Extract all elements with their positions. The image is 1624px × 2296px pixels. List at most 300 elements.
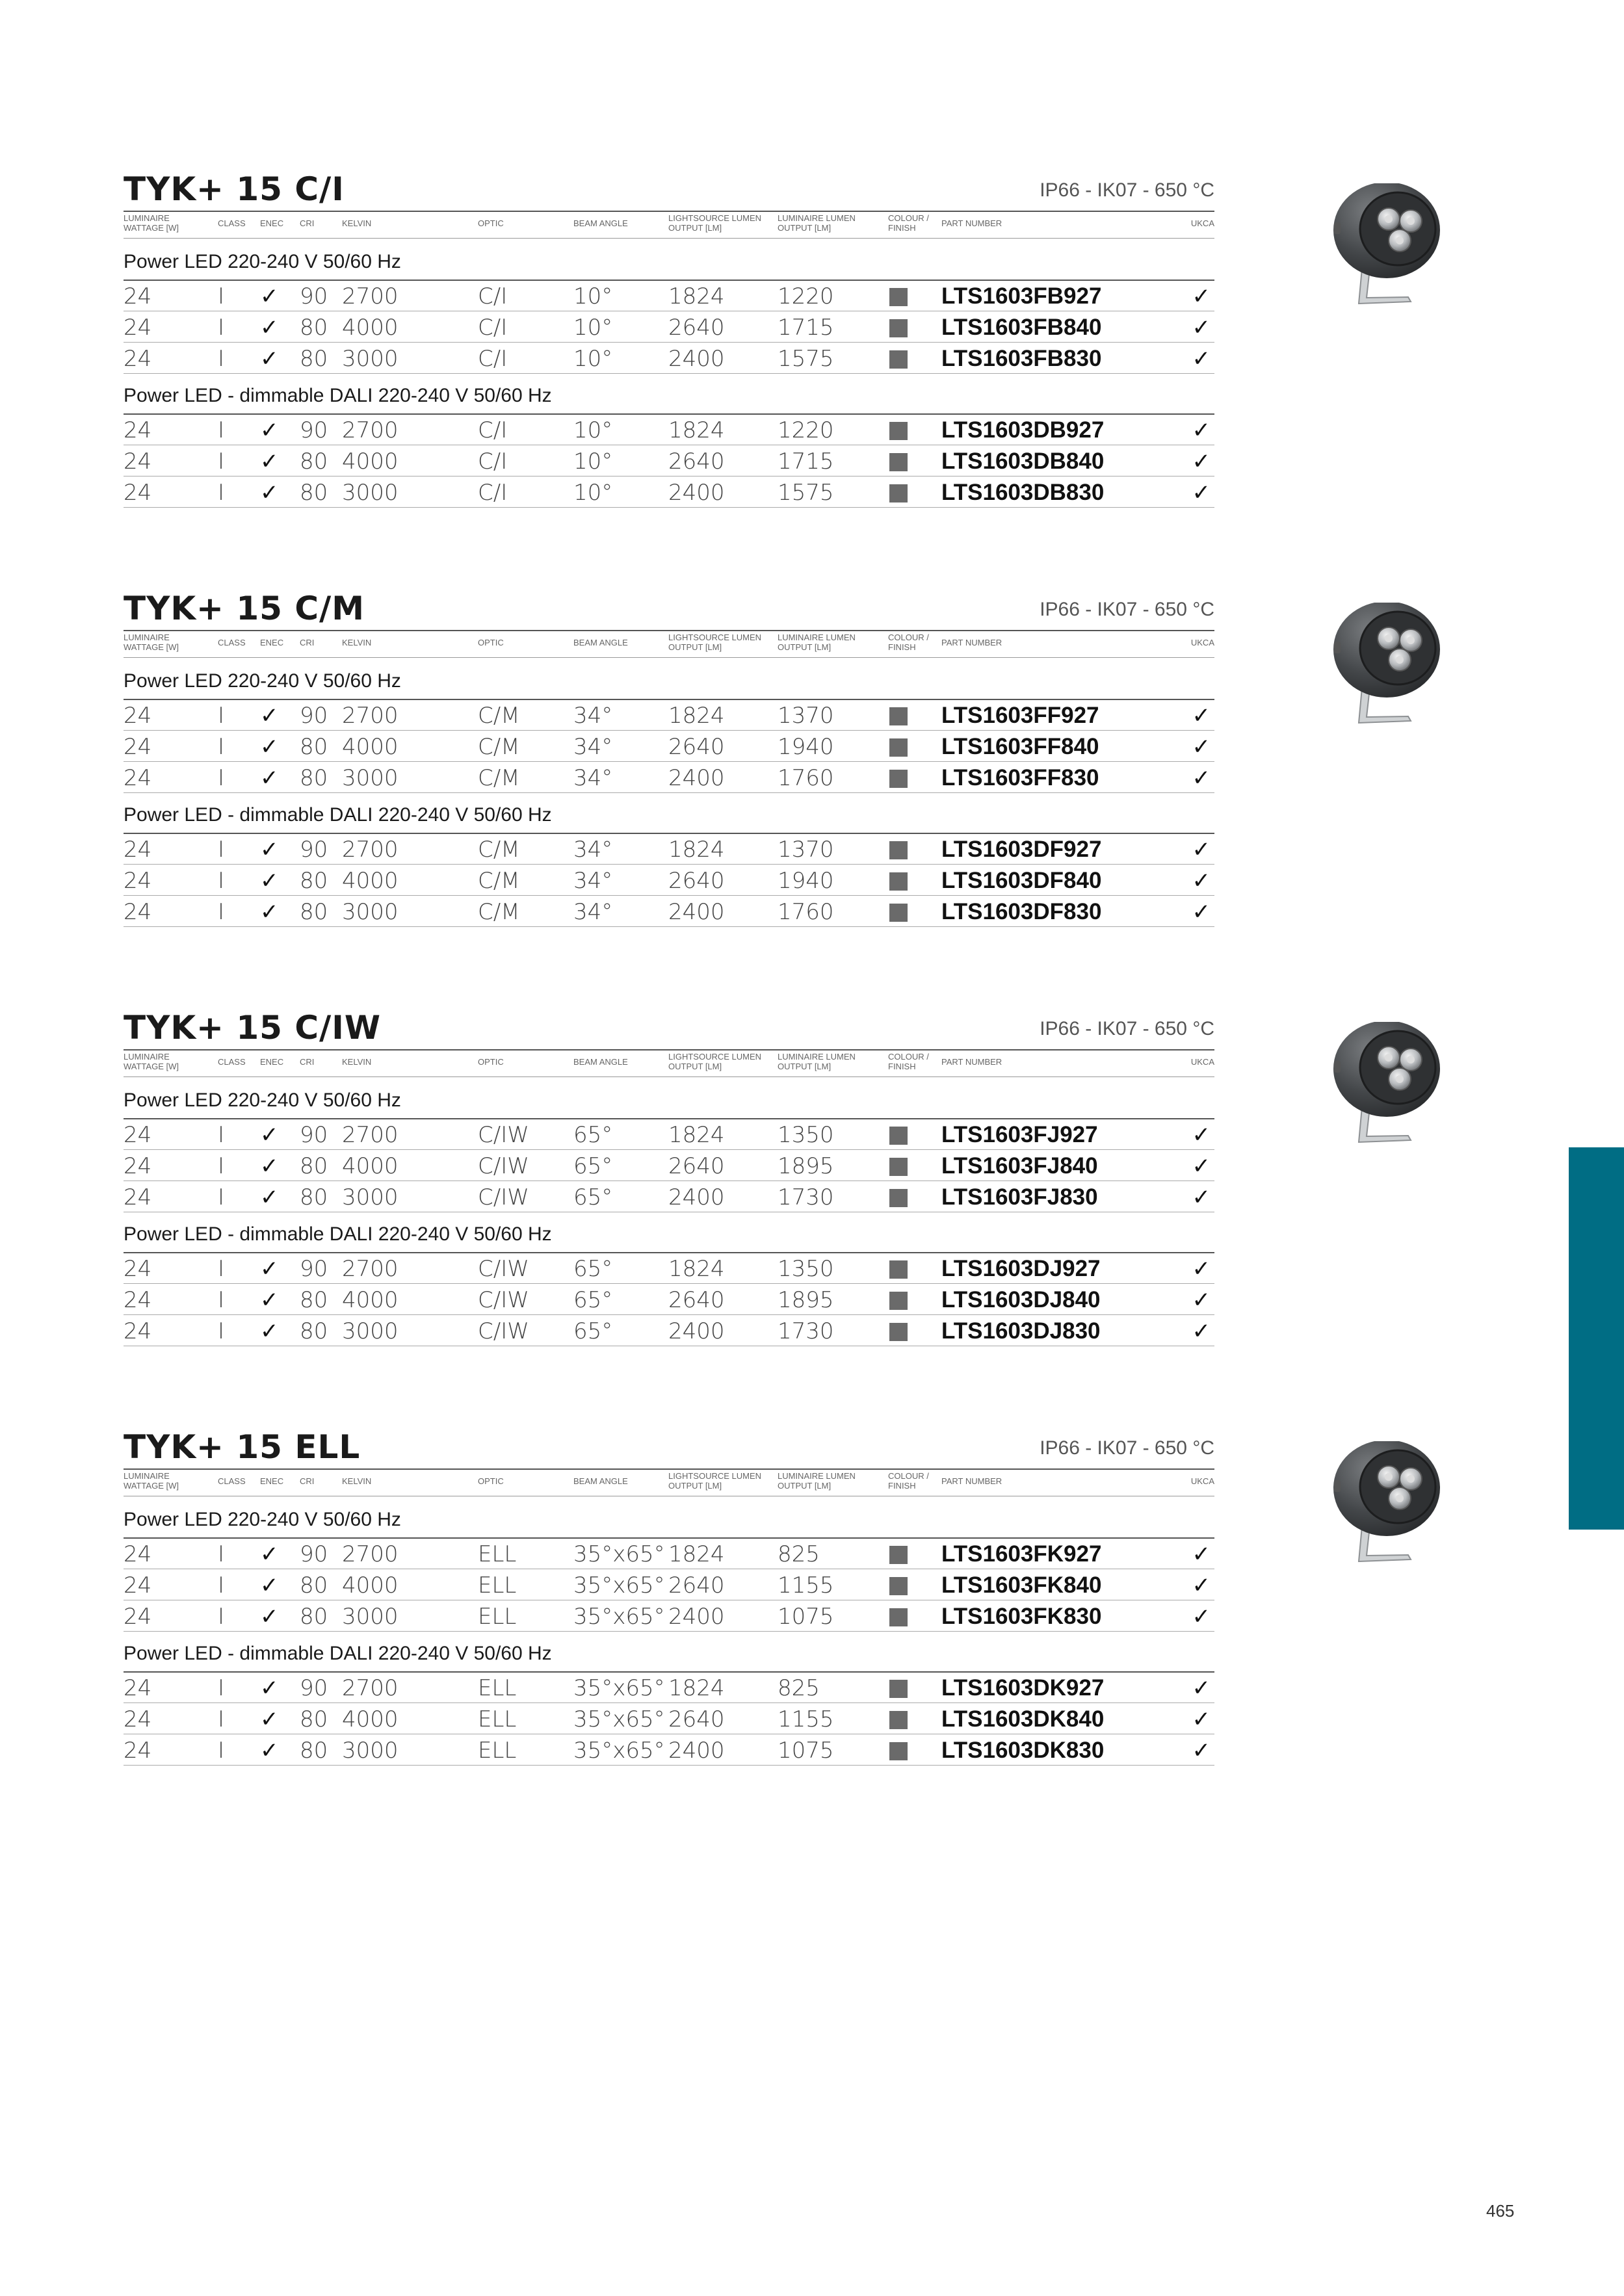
cell-kelvin: 2700 [342, 283, 399, 309]
column-header-wattage [124, 1471, 179, 1491]
column-header-beam [573, 1476, 628, 1486]
table-row [124, 1314, 1214, 1346]
column-header-line: LUMINAIRE [124, 1052, 170, 1062]
cell-part-number: LTS1603DJ840 [941, 1287, 1101, 1312]
column-header-line: CRI [300, 1476, 315, 1486]
cell-class: I [218, 703, 225, 729]
column-header-line: WATTAGE [W] [124, 223, 179, 233]
cell-cri: 80 [300, 1153, 328, 1179]
product-spotlight-image [1325, 183, 1448, 313]
cell-ls-lumen: 1824 [668, 1541, 725, 1567]
column-header-part [941, 218, 1002, 228]
cell-optic: ELL [478, 1675, 517, 1701]
table-row [124, 413, 1214, 445]
cell-lum-lumen: 1715 [778, 315, 834, 341]
column-header-line: UKCA [1190, 218, 1214, 228]
cell-cri: 80 [300, 1184, 328, 1210]
cell-class: I [218, 1572, 225, 1598]
table-row [124, 1149, 1214, 1181]
spotlight-illustration [1325, 1441, 1448, 1571]
finish-swatch [889, 453, 908, 471]
cell-optic: ELL [478, 1706, 517, 1732]
finish-swatch [889, 1577, 908, 1595]
column-header-line: OUTPUT [LM] [668, 223, 722, 233]
cell-beam-angle: 34° [573, 837, 613, 863]
cell-wattage: 24 [124, 1572, 152, 1598]
finish-swatch [889, 484, 908, 502]
column-header-line: LIGHTSOURCE LUMEN [668, 1052, 762, 1062]
cell-part-number: LTS1603FB927 [941, 283, 1102, 309]
group-label: Power LED 220-240 V 50/60 Hz [124, 251, 401, 272]
cell-part-number: LTS1603FK840 [941, 1572, 1102, 1598]
column-header-class [218, 1057, 246, 1067]
header-rule [124, 1076, 1214, 1077]
cell-class: I [218, 1318, 225, 1344]
cell-ukca: ✓ [1192, 1184, 1211, 1210]
cell-enec: ✓ [260, 868, 279, 894]
cell-lum-lumen: 1895 [778, 1287, 834, 1313]
finish-swatch [889, 1127, 908, 1145]
cell-class: I [218, 1706, 225, 1732]
cell-wattage: 24 [124, 283, 152, 309]
column-header-line: OUTPUT [LM] [778, 642, 832, 652]
cell-wattage: 24 [124, 837, 152, 863]
column-header-line: BEAM ANGLE [573, 1057, 628, 1067]
cell-part-number: LTS1603DJ927 [941, 1256, 1101, 1281]
cell-kelvin: 4000 [342, 1706, 399, 1732]
cell-wattage: 24 [124, 1604, 152, 1630]
cell-enec: ✓ [260, 283, 279, 309]
cell-ls-lumen: 2640 [668, 868, 725, 894]
cell-beam-angle: 34° [573, 868, 613, 894]
cell-enec: ✓ [260, 1738, 279, 1764]
group-label: Power LED 220-240 V 50/60 Hz [124, 1089, 401, 1111]
title-rule [124, 630, 1214, 631]
cell-ls-lumen: 1824 [668, 1256, 725, 1282]
spotlight-illustration [1325, 183, 1448, 313]
column-header-lum_lumen [778, 1052, 856, 1071]
cell-part-number: LTS1603FK830 [941, 1604, 1102, 1629]
cell-cri: 80 [300, 734, 328, 760]
finish-swatch [889, 1158, 908, 1176]
cell-cri: 80 [300, 315, 328, 341]
group-label: Power LED - dimmable DALI 220-240 V 50/60 Hz [124, 385, 552, 406]
cell-enec: ✓ [260, 765, 279, 791]
cell-class: I [218, 734, 225, 760]
group-label: Power LED 220-240 V 50/60 Hz [124, 1509, 401, 1530]
cell-wattage: 24 [124, 1122, 152, 1148]
finish-swatch [889, 904, 908, 922]
cell-ls-lumen: 2400 [668, 346, 725, 372]
column-header-enec [260, 1057, 283, 1067]
title-rule [124, 1049, 1214, 1050]
cell-ukca: ✓ [1192, 315, 1211, 341]
cell-optic: C/M [478, 734, 520, 760]
cell-part-number: LTS1603FJ840 [941, 1153, 1098, 1179]
cell-ukca: ✓ [1192, 1675, 1211, 1701]
cell-part-number: LTS1603FF927 [941, 703, 1099, 728]
cell-optic: C/IW [478, 1287, 529, 1313]
cell-class: I [218, 449, 225, 475]
column-header-line: ENEC [260, 1057, 284, 1067]
column-header-part [941, 1476, 1002, 1486]
cell-cri: 80 [300, 899, 328, 925]
cell-kelvin: 3000 [342, 1184, 399, 1210]
column-header-line: COLOUR / [888, 213, 929, 223]
ip-rating: IP66 - IK07 - 650 °C [1040, 1018, 1214, 1039]
finish-swatch [889, 841, 908, 859]
cell-part-number: LTS1603FF840 [941, 734, 1099, 759]
cell-part-number: LTS1603DB830 [941, 480, 1105, 505]
cell-optic: ELL [478, 1541, 517, 1567]
column-header-kelvin [342, 218, 371, 228]
cell-lum-lumen: 1075 [778, 1604, 834, 1630]
cell-cri: 80 [300, 346, 328, 372]
column-header-wattage [124, 633, 179, 652]
cell-ukca: ✓ [1192, 1287, 1211, 1313]
cell-class: I [218, 1153, 225, 1179]
finish-swatch [889, 1546, 908, 1564]
cell-beam-angle: 10° [573, 315, 613, 341]
cell-enec: ✓ [260, 1572, 279, 1598]
cell-beam-angle: 10° [573, 449, 613, 475]
cell-lum-lumen: 825 [778, 1541, 820, 1567]
table-row [124, 699, 1214, 730]
cell-class: I [218, 1122, 225, 1148]
column-header-ls_lumen [668, 213, 761, 233]
cell-cri: 80 [300, 480, 328, 506]
column-header-wattage [124, 1052, 179, 1071]
cell-cri: 80 [300, 449, 328, 475]
cell-cri: 90 [300, 837, 328, 863]
cell-beam-angle: 10° [573, 283, 613, 309]
cell-enec: ✓ [260, 315, 279, 341]
cell-beam-angle: 35°x65° [573, 1738, 665, 1764]
column-header-line: CRI [300, 638, 315, 647]
column-header-line: PART NUMBER [941, 218, 1002, 228]
cell-part-number: LTS1603DK830 [941, 1738, 1105, 1763]
column-header-line: COLOUR / [888, 633, 929, 642]
cell-cri: 90 [300, 703, 328, 729]
cell-class: I [218, 1675, 225, 1701]
cell-lum-lumen: 1155 [778, 1706, 834, 1732]
column-header-line: UKCA [1190, 638, 1214, 647]
cell-beam-angle: 10° [573, 346, 613, 372]
cell-class: I [218, 1184, 225, 1210]
column-header-beam [573, 1057, 628, 1067]
cell-ukca: ✓ [1192, 703, 1211, 729]
header-rule [124, 657, 1214, 658]
column-header-enec [260, 1476, 283, 1486]
table-row [124, 1252, 1214, 1283]
cell-ls-lumen: 2400 [668, 765, 725, 791]
column-header-colour [888, 633, 929, 652]
cell-class: I [218, 765, 225, 791]
cell-cri: 80 [300, 1572, 328, 1598]
cell-class: I [218, 480, 225, 506]
column-header-colour [888, 1052, 929, 1071]
cell-kelvin: 2700 [342, 1675, 399, 1701]
cell-optic: C/I [478, 315, 508, 341]
cell-ls-lumen: 2400 [668, 1604, 725, 1630]
finish-swatch [889, 319, 908, 337]
ip-rating: IP66 - IK07 - 650 °C [1040, 179, 1214, 201]
table-row [124, 1734, 1214, 1765]
cell-cri: 80 [300, 1604, 328, 1630]
column-header-line: LIGHTSOURCE LUMEN [668, 1471, 762, 1481]
column-header-optic [478, 1476, 504, 1486]
column-header-lum_lumen [778, 633, 856, 652]
spotlight-illustration [1325, 603, 1448, 733]
cell-lum-lumen: 1575 [778, 480, 834, 506]
cell-kelvin: 3000 [342, 346, 399, 372]
cell-enec: ✓ [260, 1604, 279, 1630]
column-header-line: CLASS [218, 638, 246, 647]
cell-kelvin: 3000 [342, 1318, 399, 1344]
cell-kelvin: 3000 [342, 899, 399, 925]
cell-wattage: 24 [124, 868, 152, 894]
cell-lum-lumen: 1075 [778, 1738, 834, 1764]
column-header-cri [300, 218, 314, 228]
cell-optic: C/M [478, 703, 520, 729]
cell-wattage: 24 [124, 1184, 152, 1210]
cell-ls-lumen: 2400 [668, 899, 725, 925]
table-row [124, 280, 1214, 311]
cell-ls-lumen: 1824 [668, 283, 725, 309]
column-header-line: FINISH [888, 1481, 916, 1491]
cell-ls-lumen: 2400 [668, 1738, 725, 1764]
cell-beam-angle: 65° [573, 1153, 613, 1179]
cell-ls-lumen: 1824 [668, 703, 725, 729]
column-header-class [218, 218, 246, 228]
cell-wattage: 24 [124, 734, 152, 760]
cell-part-number: LTS1603DK840 [941, 1706, 1105, 1732]
column-header-line: LUMINAIRE [124, 213, 170, 223]
product-section [124, 170, 1214, 534]
cell-ukca: ✓ [1192, 1572, 1211, 1598]
column-header-line: COLOUR / [888, 1471, 929, 1481]
cell-beam-angle: 35°x65° [573, 1541, 665, 1567]
cell-lum-lumen: 1575 [778, 346, 834, 372]
cell-enec: ✓ [260, 1287, 279, 1313]
cell-kelvin: 2700 [342, 1541, 399, 1567]
column-header-line: OUTPUT [LM] [668, 642, 722, 652]
cell-wattage: 24 [124, 449, 152, 475]
row-rule [124, 792, 1214, 793]
column-header-line: CLASS [218, 218, 246, 228]
table-row [124, 761, 1214, 792]
cell-wattage: 24 [124, 480, 152, 506]
cell-class: I [218, 1738, 225, 1764]
cell-class: I [218, 1256, 225, 1282]
row-rule [124, 1765, 1214, 1766]
cell-lum-lumen: 1220 [778, 283, 834, 309]
column-header-enec [260, 638, 283, 647]
cell-lum-lumen: 1220 [778, 417, 834, 443]
finish-swatch [889, 1189, 908, 1207]
column-header-class [218, 1476, 246, 1486]
cell-kelvin: 4000 [342, 1572, 399, 1598]
finish-swatch [889, 872, 908, 891]
column-header-line: OUTPUT [LM] [778, 1481, 832, 1491]
cell-part-number: LTS1603FB830 [941, 346, 1102, 371]
cell-kelvin: 4000 [342, 1287, 399, 1313]
cell-cri: 80 [300, 1738, 328, 1764]
cell-wattage: 24 [124, 1706, 152, 1732]
cell-ukca: ✓ [1192, 346, 1211, 372]
cell-wattage: 24 [124, 1318, 152, 1344]
cell-ukca: ✓ [1192, 449, 1211, 475]
cell-cri: 80 [300, 868, 328, 894]
column-header-colour [888, 213, 929, 233]
table-row [124, 1600, 1214, 1631]
column-header-line: OPTIC [478, 218, 504, 228]
cell-beam-angle: 35°x65° [573, 1675, 665, 1701]
cell-beam-angle: 65° [573, 1287, 613, 1313]
ip-rating: IP66 - IK07 - 650 °C [1040, 599, 1214, 620]
finish-swatch [889, 1323, 908, 1341]
cell-kelvin: 4000 [342, 734, 399, 760]
cell-optic: C/IW [478, 1256, 529, 1282]
column-header-line: OUTPUT [LM] [778, 1062, 832, 1071]
finish-swatch [889, 707, 908, 725]
spotlight-illustration [1325, 1022, 1448, 1152]
cell-class: I [218, 899, 225, 925]
cell-cri: 80 [300, 1287, 328, 1313]
cell-ukca: ✓ [1192, 1738, 1211, 1764]
table-row [124, 1537, 1214, 1569]
group-label: Power LED 220-240 V 50/60 Hz [124, 670, 401, 692]
column-header-line: ENEC [260, 1476, 284, 1486]
column-header-cri [300, 1476, 314, 1486]
column-header-kelvin [342, 638, 371, 647]
row-rule [124, 507, 1214, 508]
cell-enec: ✓ [260, 1184, 279, 1210]
cell-ukca: ✓ [1192, 837, 1211, 863]
column-header-line: UKCA [1190, 1476, 1214, 1486]
column-header-line: LUMINAIRE LUMEN [778, 1052, 856, 1062]
cell-beam-angle: 34° [573, 899, 613, 925]
cell-kelvin: 4000 [342, 449, 399, 475]
table-row [124, 476, 1214, 507]
cell-optic: C/I [478, 480, 508, 506]
cell-wattage: 24 [124, 1256, 152, 1282]
cell-ls-lumen: 2640 [668, 1287, 725, 1313]
cell-ukca: ✓ [1192, 868, 1211, 894]
section-title: TYK+ 15 C/M [124, 590, 365, 627]
cell-beam-angle: 10° [573, 480, 613, 506]
cell-ukca: ✓ [1192, 734, 1211, 760]
cell-lum-lumen: 1940 [778, 734, 834, 760]
column-header-line: LUMINAIRE [124, 633, 170, 642]
table-row [124, 1671, 1214, 1702]
cell-optic: C/M [478, 899, 520, 925]
column-header-ukca [1191, 1057, 1214, 1067]
cell-lum-lumen: 1350 [778, 1256, 834, 1282]
cell-ls-lumen: 1824 [668, 417, 725, 443]
cell-ukca: ✓ [1192, 1541, 1211, 1567]
cell-optic: C/I [478, 449, 508, 475]
cell-kelvin: 2700 [342, 837, 399, 863]
cell-cri: 90 [300, 283, 328, 309]
column-header-line: CRI [300, 1057, 315, 1067]
page-number: 465 [1486, 2201, 1515, 2221]
column-header-line: FINISH [888, 1062, 916, 1071]
cell-class: I [218, 1604, 225, 1630]
table-row [124, 895, 1214, 926]
title-rule [124, 1468, 1214, 1470]
cell-cri: 90 [300, 1122, 328, 1148]
cell-ukca: ✓ [1192, 899, 1211, 925]
column-header-line: PART NUMBER [941, 1057, 1002, 1067]
cell-beam-angle: 35°x65° [573, 1572, 665, 1598]
column-header-lum_lumen [778, 1471, 856, 1491]
column-header-line: CLASS [218, 1057, 246, 1067]
column-header-line: BEAM ANGLE [573, 1476, 628, 1486]
cell-beam-angle: 10° [573, 417, 613, 443]
column-header-colour [888, 1471, 929, 1491]
cell-ls-lumen: 2640 [668, 734, 725, 760]
product-spotlight-image [1325, 1022, 1448, 1152]
cell-beam-angle: 34° [573, 703, 613, 729]
cell-part-number: LTS1603FJ927 [941, 1122, 1098, 1147]
product-section [124, 1009, 1214, 1373]
cell-lum-lumen: 1370 [778, 837, 834, 863]
cell-enec: ✓ [260, 417, 279, 443]
column-header-line: KELVIN [342, 218, 372, 228]
column-header-ukca [1191, 218, 1214, 228]
cell-kelvin: 3000 [342, 480, 399, 506]
cell-optic: ELL [478, 1572, 517, 1598]
group-label: Power LED - dimmable DALI 220-240 V 50/60 Hz [124, 1223, 552, 1245]
cell-kelvin: 3000 [342, 1604, 399, 1630]
cell-ls-lumen: 2640 [668, 1572, 725, 1598]
column-header-optic [478, 218, 504, 228]
row-rule [124, 373, 1214, 374]
cell-part-number: LTS1603FJ830 [941, 1184, 1098, 1210]
column-header-line: PART NUMBER [941, 1476, 1002, 1486]
cell-kelvin: 2700 [342, 1122, 399, 1148]
cell-kelvin: 3000 [342, 1738, 399, 1764]
cell-part-number: LTS1603FB840 [941, 315, 1102, 340]
finish-swatch [889, 350, 908, 369]
column-header-line: ENEC [260, 218, 284, 228]
cell-beam-angle: 65° [573, 1256, 613, 1282]
cell-class: I [218, 315, 225, 341]
column-header-line: LIGHTSOURCE LUMEN [668, 213, 762, 223]
cell-kelvin: 4000 [342, 868, 399, 894]
cell-lum-lumen: 1895 [778, 1153, 834, 1179]
column-header-line: COLOUR / [888, 1052, 929, 1062]
cell-enec: ✓ [260, 346, 279, 372]
column-header-line: OPTIC [478, 1476, 504, 1486]
cell-part-number: LTS1603DB840 [941, 449, 1105, 474]
cell-optic: C/IW [478, 1122, 529, 1148]
cell-enec: ✓ [260, 837, 279, 863]
cell-enec: ✓ [260, 480, 279, 506]
finish-swatch [889, 1292, 908, 1310]
cell-class: I [218, 868, 225, 894]
cell-cri: 90 [300, 1541, 328, 1567]
cell-ukca: ✓ [1192, 1604, 1211, 1630]
cell-ls-lumen: 2400 [668, 1318, 725, 1344]
column-header-line: OUTPUT [LM] [668, 1062, 722, 1071]
column-header-line: OPTIC [478, 638, 504, 647]
column-header-class [218, 638, 246, 647]
table-row [124, 445, 1214, 476]
row-rule [124, 926, 1214, 927]
cell-ls-lumen: 2640 [668, 449, 725, 475]
